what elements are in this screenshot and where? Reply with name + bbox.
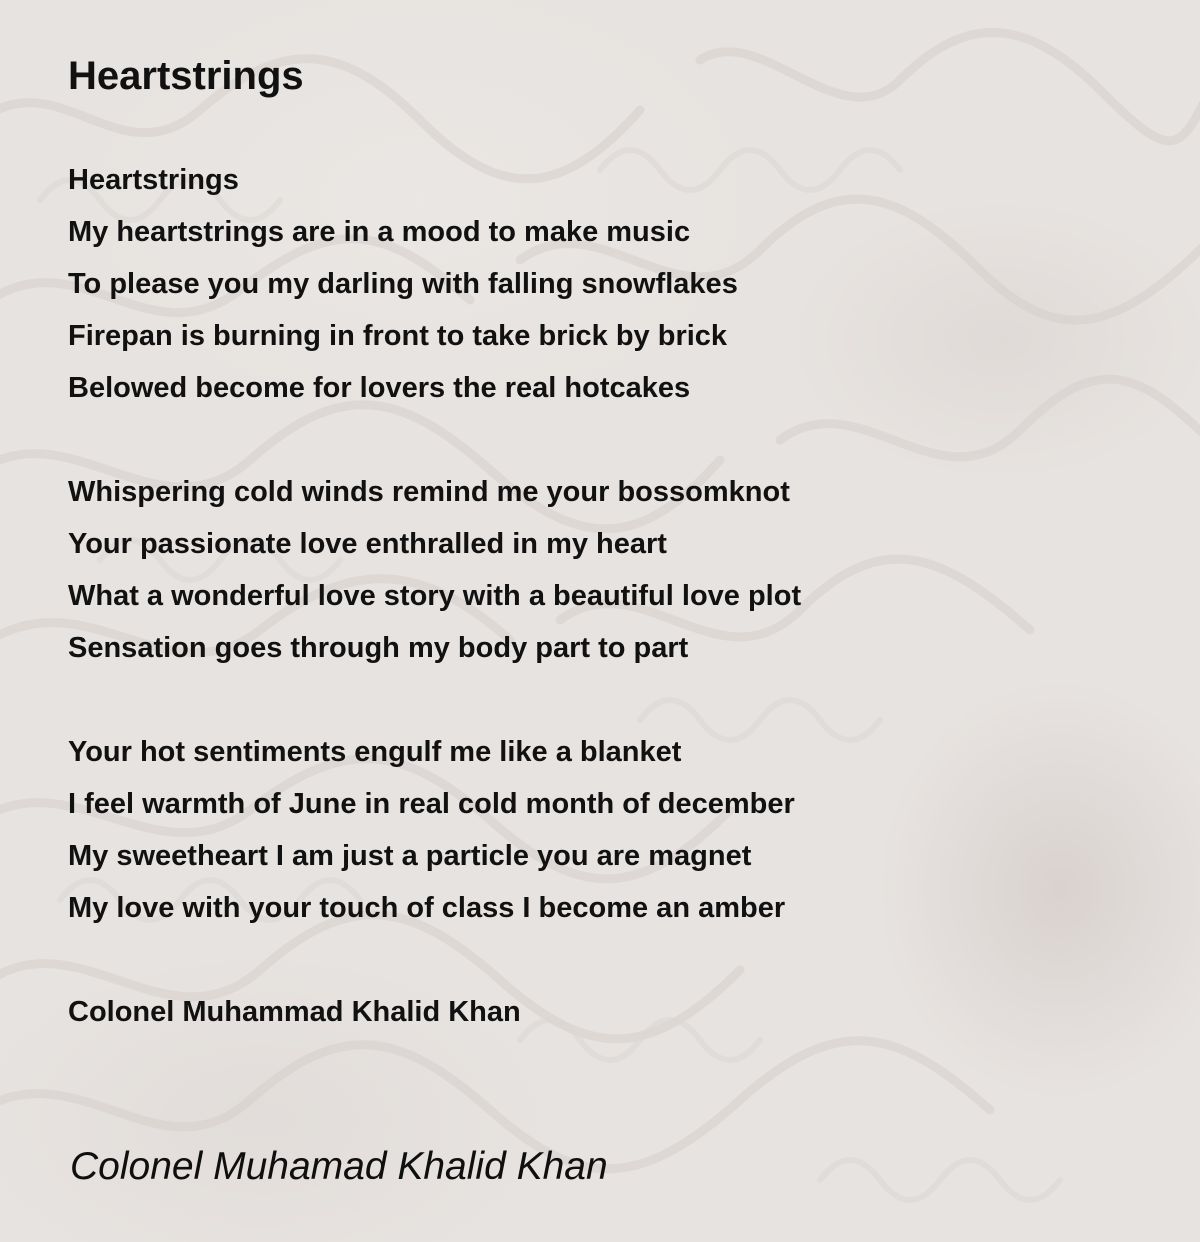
poem-line: Firepan is burning in front to take brick by brick [68, 320, 728, 352]
poem-author: Colonel Muhammad Khalid Khan [68, 996, 521, 1028]
poem-line: Heartstrings [68, 164, 239, 196]
poem-line: Your passionate love enthralled in my heart [68, 528, 667, 560]
poem-line: My love with your touch of class I become an amber [68, 892, 786, 924]
stanza-gap [68, 674, 1118, 726]
poem-line: What a wonderful love story with a beautiful love plot [68, 580, 802, 612]
page-title: Heartstrings [68, 54, 304, 98]
poem-line: Your hot sentiments engulf me like a blanket [68, 736, 682, 768]
stanza-gap [68, 414, 1118, 466]
poem-line: Whispering cold winds remind me your bossomknot [68, 476, 790, 508]
poem-line: My sweetheart I am just a particle you are magnet [68, 840, 752, 872]
poem-line: I feel warmth of June in real cold month of december [68, 788, 795, 820]
author-signature: Colonel Muhamad Khalid Khan [70, 1145, 608, 1188]
poem-line: Sensation goes through my body part to part [68, 632, 689, 664]
poem-line: To please you my darling with falling snowflakes [68, 268, 738, 300]
poem-line: My heartstrings are in a mood to make music [68, 216, 691, 248]
poem-line: Belowed become for lovers the real hotcakes [68, 372, 691, 404]
stanza-gap [68, 934, 1118, 986]
poem-body [68, 154, 1118, 1038]
